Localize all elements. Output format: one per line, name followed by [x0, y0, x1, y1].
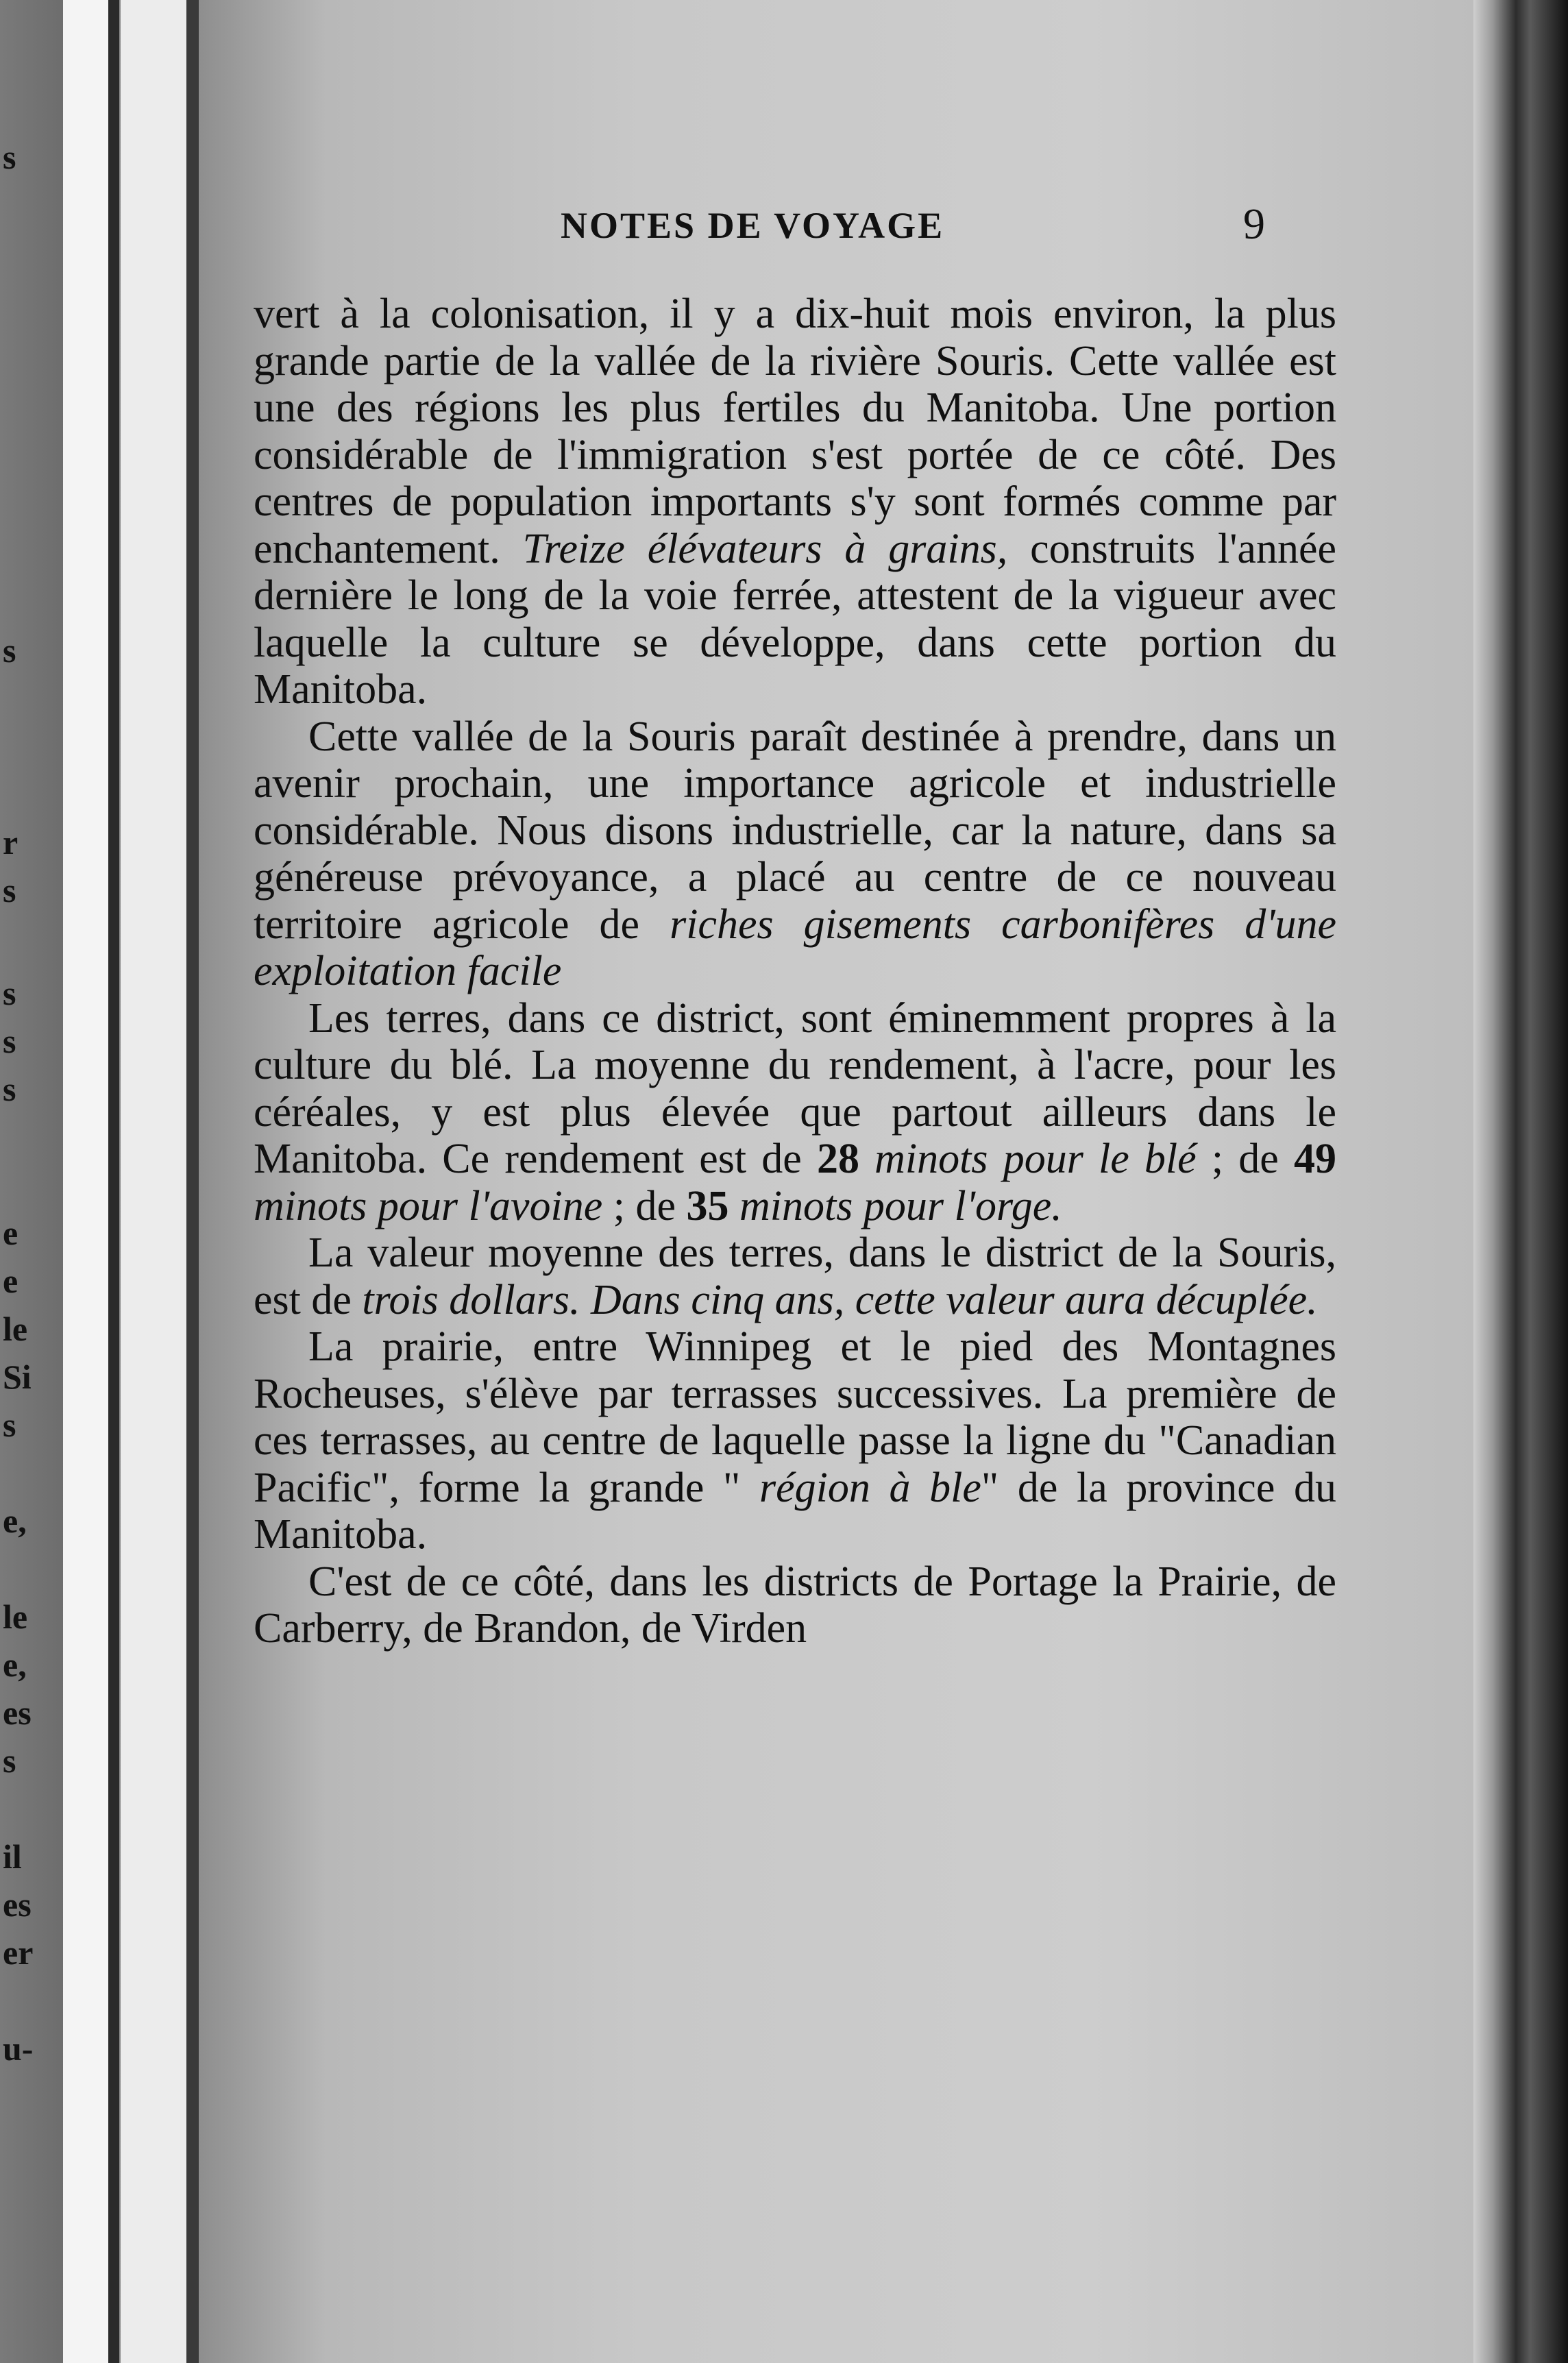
- facing-fragment: u-: [3, 2029, 34, 2068]
- text-segment: Les terres, dans ce district, sont éminemment propres à la culture du blé. La moyenne du rendement, à l'acre, pour les céréales, y est plus élevée que partout ailleurs dans le Manitoba. Ce rendement est de: [254, 994, 1336, 1182]
- facing-fragment: s: [3, 1022, 16, 1060]
- text-segment: ; de: [602, 1182, 687, 1229]
- text-segment: minots pour l'avoine: [254, 1182, 603, 1229]
- page-edge: [1473, 0, 1568, 2363]
- paragraph: [254, 1323, 1336, 1558]
- binding-shadow: [108, 0, 119, 2363]
- facing-fragment: le: [3, 1597, 28, 1636]
- paragraph: [254, 1558, 1336, 1652]
- facing-page-fragments: [0, 0, 62, 2363]
- facing-fragment: e: [3, 1262, 19, 1300]
- text-segment: vert à la colonisation, il y a dix-huit mois environ, la plus grande partie de la vallée de la rivière Souris. Cette vallée est une des régions les plus fertiles du Manitoba. Une portion considérable de l'immigration s'est portée de ce côté. Des centres de population importants s'y sont formés comme par enchantement.: [254, 291, 1336, 572]
- binding-strip: [121, 0, 186, 2363]
- text-segment: La prairie, entre Winnipeg et le pied des Montagnes Rocheuses, s'élève par terrasses successives. La première de ces terrasses, au centre de laquelle passe la ligne du "Canadian Pacific", forme la grande ": [254, 1323, 1336, 1511]
- text-segment: Treize élévateurs à grains,: [522, 525, 1008, 572]
- text-segment: construits l'année dernière le long de la voie ferrée, attestent de la vigueur avec laquelle la culture se développe, dans cette portion du Manitoba.: [254, 525, 1336, 713]
- facing-fragment: e: [3, 1214, 19, 1252]
- book-page: [199, 0, 1473, 2363]
- facing-fragment: s: [3, 1070, 16, 1108]
- text-segment: 49: [1294, 1136, 1336, 1182]
- facing-fragment: e,: [3, 1502, 27, 1540]
- page-header: [199, 199, 1473, 254]
- book-gutter: [0, 0, 199, 2363]
- facing-fragment: s: [3, 871, 16, 909]
- facing-fragment: es: [3, 1693, 32, 1732]
- text-segment: minots pour le blé: [859, 1136, 1197, 1182]
- running-head: NOTES DE VOYAGE: [561, 205, 945, 246]
- facing-fragment: s: [3, 1406, 16, 1444]
- facing-fragment: s: [3, 974, 16, 1012]
- text-segment: Cette vallée de la Souris paraît destinée à prendre, dans un avenir prochain, une importance agricole et industrielle considérable. Nous disons industrielle, car la nature, dans sa généreuse prévoyance, a placé au centre de ce nouveau territoire agricole de: [254, 713, 1336, 948]
- text-segment: trois dollars. Dans cinq ans, cette valeur aura décuplée.: [362, 1276, 1318, 1323]
- facing-fragment: er: [3, 1933, 34, 1972]
- paragraph: [254, 291, 1336, 713]
- binding-strip: [63, 0, 108, 2363]
- binding-shadow: [186, 0, 199, 2363]
- paragraph: [254, 1229, 1336, 1323]
- facing-fragment: il: [3, 1837, 22, 1876]
- text-segment: ; de: [1196, 1136, 1294, 1182]
- text-segment: région à ble: [740, 1464, 981, 1511]
- text-segment: minots pour l'orge.: [728, 1182, 1062, 1229]
- body-text: [254, 291, 1336, 1652]
- facing-fragment: s: [3, 631, 16, 670]
- text-segment: C'est de ce côté, dans les districts de Portage la Prairie, de Carberry, de Brandon, de Virden: [254, 1558, 1336, 1652]
- facing-fragment: Si: [3, 1358, 32, 1396]
- paragraph: [254, 713, 1336, 995]
- facing-fragment: r: [3, 823, 19, 861]
- text-segment: 28: [816, 1136, 859, 1182]
- text-segment: riches gisements carbonifères d'une exploitation facile: [254, 901, 1336, 994]
- facing-fragment: es: [3, 1885, 32, 1924]
- paragraph: [254, 995, 1336, 1230]
- text-segment: " de la province du Manitoba.: [254, 1464, 1336, 1558]
- facing-fragment: e,: [3, 1645, 27, 1684]
- text-segment: La valeur moyenne des terres, dans le district de la Souris, est de: [254, 1229, 1336, 1323]
- page-number: 9: [1243, 199, 1265, 248]
- text-segment: 35: [686, 1182, 729, 1229]
- facing-fragment: s: [3, 138, 16, 176]
- facing-fragment: s: [3, 1741, 16, 1780]
- facing-fragment: le: [3, 1310, 28, 1348]
